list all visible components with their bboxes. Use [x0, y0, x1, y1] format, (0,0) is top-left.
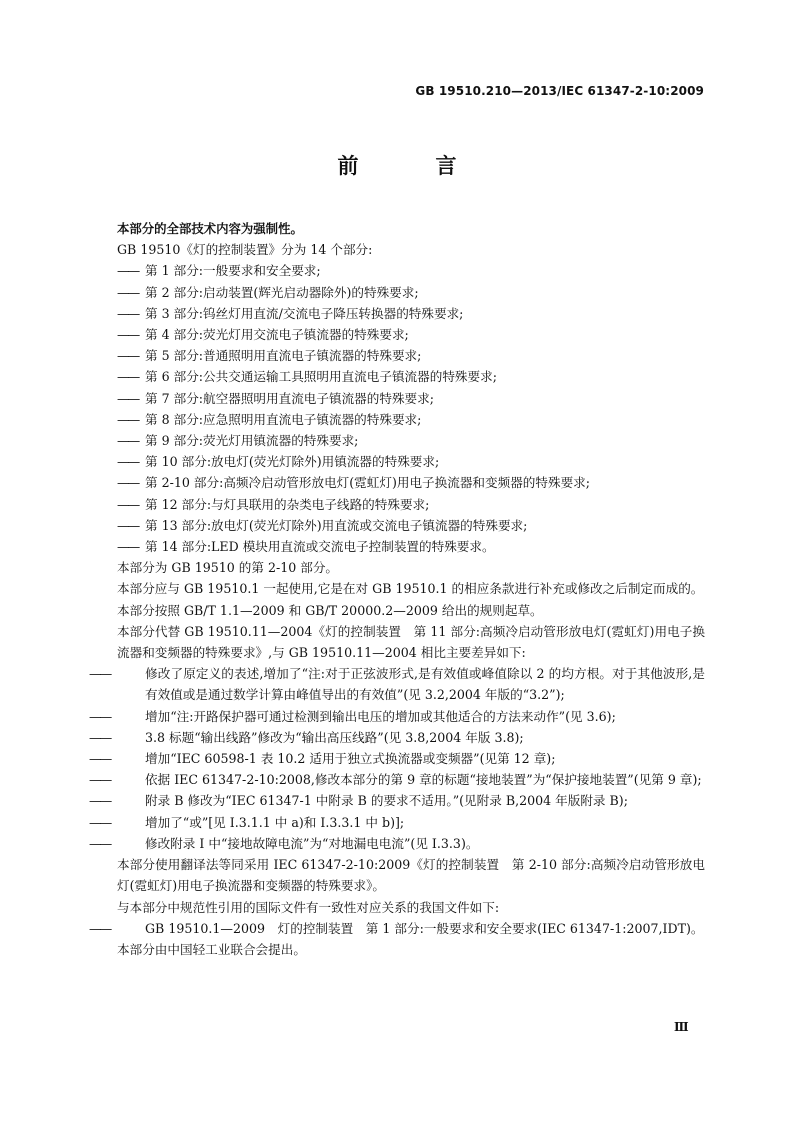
part-item: [117, 303, 705, 324]
list-dash: ——: [89, 920, 111, 936]
reference-item-text: GB 19510.1—2009 灯的控制装置 第 1 部分:一般要求和安全要求(IEC 61347-1:2007,IDT)。: [145, 920, 704, 936]
change-item: [89, 769, 705, 790]
list-dash: ——: [117, 369, 139, 385]
list-dash: ——: [117, 539, 139, 555]
part-item: [117, 388, 705, 409]
part-item-text: 第 4 部分:荧光灯用交流电子镇流器的特殊要求;: [145, 327, 409, 343]
part-item: [117, 409, 705, 430]
list-dash: ——: [117, 263, 139, 279]
list-dash: ——: [117, 284, 139, 300]
change-item-text: 增加“注:开路保护器可通过检测到输出电压的增加或其他适合的方法来动作”(见 3.6);: [145, 708, 616, 724]
part-item: [117, 366, 705, 387]
page-title: 前 言: [337, 154, 485, 178]
part-item: [117, 430, 705, 451]
page-number: Ⅲ: [674, 1020, 689, 1034]
part-item-text: 第 13 部分:放电灯(荧光灯除外)用直流或交流电子镇流器的特殊要求;: [145, 517, 528, 533]
part-item-text: 第 6 部分:公共交通运输工具照明用直流电子镇流器的特殊要求;: [145, 369, 497, 385]
part-statement: 本部分为 GB 19510 的第 2-10 部分。: [117, 560, 339, 576]
list-dash: ——: [117, 496, 139, 512]
list-dash: ——: [117, 411, 139, 427]
change-item-text: 修改附录 I 中“接地故障电流”为“对地漏电电流”(见 I.3.3)。: [145, 835, 479, 851]
list-dash: ——: [89, 751, 111, 767]
part-item: [117, 472, 705, 493]
translation-statement: 本部分使用翻译法等同采用 IEC 61347-2-10:2009《灯的控制装置 第 2-10 部分:高频冷启动管形放电灯(霓虹灯)用电子换流器和变频器的特殊要求》。: [117, 857, 705, 894]
list-dash: ——: [117, 348, 139, 364]
part-item-text: 第 2-10 部分:高频冷启动管形放电灯(霓虹灯)用电子换流器和变频器的特殊要求;: [145, 475, 591, 491]
references-list: [89, 918, 705, 939]
correspondence-intro: 与本部分中规范性引用的国际文件有一致性对应关系的我国文件如下:: [117, 899, 500, 915]
list-dash: ——: [89, 814, 111, 830]
list-dash: ——: [117, 454, 139, 470]
change-item: [89, 812, 705, 833]
usage-statement: 本部分应与 GB 19510.1 一起使用,它是在对 GB 19510.1 的相应条款进行补充或修改之后制定而成的。: [117, 581, 704, 597]
change-item: [89, 727, 705, 748]
list-dash: ——: [117, 517, 139, 533]
change-item-text: 依据 IEC 61347-2-10:2008,修改本部分的第 9 章的标题“接地装置”为“保护接地装置”(见第 9 章);: [145, 772, 702, 788]
part-item: [117, 494, 705, 515]
list-dash: ——: [117, 305, 139, 321]
list-dash: ——: [89, 666, 111, 682]
list-dash: ——: [117, 433, 139, 449]
part-item-text: 第 14 部分:LED 模块用直流或交流电子控制装置的特殊要求。: [145, 539, 495, 555]
change-item: [89, 706, 705, 727]
change-item: [89, 663, 705, 705]
part-item-text: 第 2 部分:启动装置(辉光启动器除外)的特殊要求;: [145, 284, 419, 300]
part-item: [117, 515, 705, 536]
part-item: [117, 451, 705, 472]
part-item-text: 第 12 部分:与灯具联用的杂类电子线路的特殊要求;: [145, 496, 430, 512]
part-item: [117, 260, 705, 281]
mandatory-statement: 本部分的全部技术内容为强制性。: [117, 221, 303, 236]
list-dash: ——: [89, 835, 111, 851]
list-dash: ——: [117, 327, 139, 343]
list-dash: ——: [117, 390, 139, 406]
part-item-text: 第 1 部分:一般要求和安全要求;: [145, 263, 321, 279]
change-item: [89, 833, 705, 854]
change-item-text: 修改了原定义的表述,增加了“注:对于正弦波形式,是有效值或峰值除以 2 的均方根。对于其他波形,是有效值或是通过数学计算由峰值导出的有效值”(见 3.2,2004 年版的“3.2”);: [145, 666, 705, 703]
change-item: [89, 790, 705, 811]
series-intro: GB 19510《灯的控制装置》分为 14 个部分:: [117, 242, 373, 258]
changes-list: [89, 663, 705, 854]
part-item: [117, 324, 705, 345]
reference-item: [89, 918, 705, 939]
part-item: [117, 536, 705, 557]
part-item-text: 第 3 部分:钨丝灯用直流/交流电子降压转换器的特殊要求;: [145, 305, 464, 321]
part-item-text: 第 7 部分:航空器照明用直流电子镇流器的特殊要求;: [145, 390, 434, 406]
change-item-text: 增加“IEC 60598-1 表 10.2 适用于独立式换流器或变频器”(见第 12 章);: [145, 751, 556, 767]
parts-list: [117, 260, 705, 557]
drafting-rules: 本部分按照 GB/T 1.1—2009 和 GB/T 20000.2—2009 给出的规则起草。: [117, 602, 543, 618]
part-item-text: 第 10 部分:放电灯(荧光灯除外)用镇流器的特殊要求;: [145, 454, 440, 470]
part-item-text: 第 5 部分:普通照明用直流电子镇流器的特殊要求;: [145, 348, 422, 364]
list-dash: ——: [89, 793, 111, 809]
change-item: [89, 748, 705, 769]
list-dash: ——: [89, 729, 111, 745]
standard-number: GB 19510.210—2013/IEC 61347-2-10:2009: [415, 84, 704, 98]
part-item-text: 第 9 部分:荧光灯用镇流器的特殊要求;: [145, 433, 359, 449]
part-item-text: 第 8 部分:应急照明用直流电子镇流器的特殊要求;: [145, 411, 422, 427]
foreword-body: [89, 218, 705, 960]
change-item-text: 3.8 标题“输出线路”修改为“输出高压线路”(见 3.8,2004 年版 3.8);: [145, 729, 524, 745]
change-item-text: 增加了“或”[见 I.3.1.1 中 a)和 I.3.3.1 中 b)];: [145, 814, 405, 830]
list-dash: ——: [89, 708, 111, 724]
proposed-by: 本部分由中国轻工业联合会提出。: [117, 941, 306, 957]
replacement-statement: 本部分代替 GB 19510.11—2004《灯的控制装置 第 11 部分:高频冷启动管形放电灯(霓虹灯)用电子换流器和变频器的特殊要求》,与 GB 19510.11—2004 相比主要差异如下:: [117, 623, 705, 661]
list-dash: ——: [89, 772, 111, 788]
part-item: [117, 282, 705, 303]
part-item: [117, 345, 705, 366]
list-dash: ——: [117, 475, 139, 491]
change-item-text: 附录 B 修改为“IEC 61347-1 中附录 B 的要求不适用。”(见附录 B,2004 年版附录 B);: [145, 793, 628, 809]
